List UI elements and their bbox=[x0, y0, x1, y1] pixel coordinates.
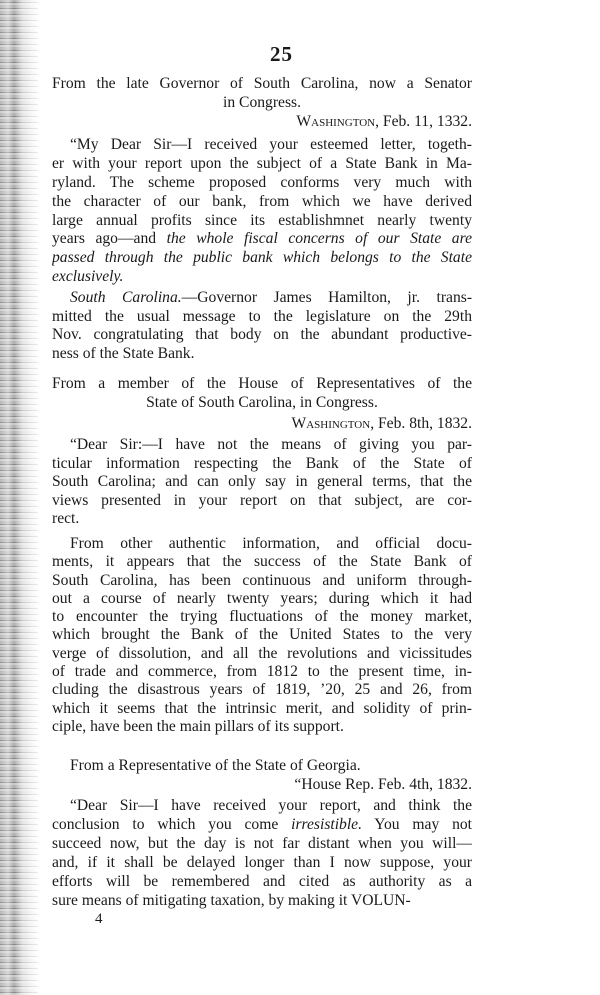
text-segment: ciple, have been the main pillars of its support. bbox=[52, 717, 344, 735]
paragraph-block bbox=[52, 535, 472, 736]
text-line bbox=[52, 492, 472, 511]
heading-block bbox=[52, 75, 472, 112]
text-segment: sure means of mitigating taxation, by making it VOLUN- bbox=[52, 892, 411, 910]
text-line bbox=[52, 193, 472, 212]
text-line bbox=[52, 249, 472, 268]
text-line bbox=[52, 473, 472, 492]
text-line bbox=[52, 645, 472, 663]
text-segment: years ago—and bbox=[52, 230, 167, 248]
text-line bbox=[52, 626, 472, 644]
text-line bbox=[52, 718, 472, 736]
paragraph-block bbox=[52, 436, 472, 529]
text-segment: Nov. congratulating that body on the abundant productive- bbox=[52, 326, 472, 344]
text-segment: “Dear Sir:—I have not the means of giving you par- bbox=[70, 436, 472, 453]
text-segment: mitted the usual message to the legislature on the 29th bbox=[52, 307, 472, 325]
text-line bbox=[52, 700, 472, 718]
text-line bbox=[52, 113, 472, 132]
text-segment: South Carolina, has been continuous and uniform through- bbox=[52, 571, 472, 589]
text-segment: ryland. The scheme proposed conforms very much with bbox=[52, 173, 472, 191]
text-segment: ticular information respecting the Bank of the State of bbox=[52, 454, 472, 472]
text-segment: South Carolina; and can only say in general terms, that the bbox=[52, 473, 472, 491]
text-segment: verge of dissolution, and all the revolutions and vicissitudes bbox=[52, 644, 472, 662]
text-segment: and, if it shall be delayed longer than I now suppose, your bbox=[52, 854, 472, 872]
text-segment: , Feb. 8th, 1832. bbox=[370, 415, 472, 432]
text-segment: “House Rep. Feb. 4th, 1832. bbox=[294, 776, 472, 793]
text-line bbox=[52, 455, 472, 474]
text-segment: ness of the State Bank. bbox=[52, 344, 195, 362]
text-line bbox=[52, 75, 472, 94]
text-line bbox=[52, 776, 472, 795]
text-line bbox=[52, 891, 472, 910]
italic-text: South Carolina. bbox=[70, 289, 182, 306]
heading-block bbox=[52, 375, 472, 413]
italic-text: irresistible. bbox=[291, 816, 363, 834]
text-segment: out a course of nearly twenty years; during which it had bbox=[52, 589, 472, 607]
italic-text: exclusively. bbox=[52, 268, 124, 286]
text-segment: in Congress. bbox=[223, 93, 301, 111]
text-segment: From other authentic information, and official docu- bbox=[70, 535, 472, 552]
text-segment: From a member of the House of Representatives of the bbox=[52, 375, 472, 392]
page-number: 25 bbox=[270, 42, 293, 66]
text-line bbox=[52, 510, 472, 529]
text-line bbox=[52, 375, 472, 394]
text-line bbox=[52, 853, 472, 872]
text-segment: the character of our bank, from which we have derived bbox=[52, 192, 472, 210]
text-segment: rect. bbox=[52, 510, 80, 528]
text-line bbox=[52, 796, 472, 815]
text-segment: , Feb. 11, 1332. bbox=[375, 113, 472, 130]
text-segment: which it seems that the intrinsic merit, and solidity of prin- bbox=[52, 699, 472, 717]
text-segment: conclusion to which you come bbox=[52, 816, 292, 834]
text-segment: From the late Governor of South Carolina, now a Senator bbox=[52, 75, 472, 92]
text-segment: ments, it appears that the success of the State Bank of bbox=[52, 553, 472, 571]
text-line bbox=[52, 535, 472, 553]
text-segment: of trade and commerce, from 1812 to the present time, in- bbox=[52, 663, 472, 681]
text-segment: Washington bbox=[291, 415, 371, 432]
text-segment: to encounter the trying fluctuations of the money market, bbox=[52, 608, 472, 626]
text-segment: State of South Carolina, in Congress. bbox=[146, 393, 378, 411]
text-line bbox=[52, 212, 472, 231]
text-segment: er with your report upon the subject of a State Bank in Ma- bbox=[52, 154, 472, 172]
dateline-block bbox=[52, 415, 472, 434]
text-line bbox=[52, 345, 472, 364]
text-segment: You may not bbox=[362, 816, 472, 834]
text-line bbox=[52, 815, 472, 834]
text-segment: views presented in your report on that subject, are cor- bbox=[52, 491, 472, 509]
dateline-block bbox=[52, 776, 472, 795]
text-segment: which brought the Bank of the United States to the very bbox=[52, 626, 472, 644]
text-line bbox=[52, 136, 472, 155]
dateline-block bbox=[52, 113, 472, 132]
italic-text: the whole fiscal concerns of our State are bbox=[166, 230, 472, 248]
text-line bbox=[52, 415, 472, 434]
text-segment: From a Representative of the State of Georgia. bbox=[70, 757, 361, 774]
heading-block bbox=[70, 757, 470, 776]
paragraph-block bbox=[52, 796, 472, 911]
paragraph-block bbox=[52, 136, 472, 287]
text-line bbox=[52, 268, 472, 287]
text-segment: “Dear Sir—I have received your report, and think the bbox=[70, 797, 472, 814]
text-segment: efforts will be remembered and cited as authority as a bbox=[52, 873, 472, 891]
book-binding-edge bbox=[0, 0, 38, 995]
text-line bbox=[52, 308, 472, 327]
text-line bbox=[52, 834, 472, 853]
text-segment: Washington bbox=[296, 113, 376, 130]
paragraph-block bbox=[52, 289, 472, 363]
text-line bbox=[52, 326, 472, 345]
text-line bbox=[52, 663, 472, 681]
italic-text: passed through the public bank which belongs to the State bbox=[52, 249, 472, 267]
text-segment: large annual profits since its establishmnet nearly twenty bbox=[52, 211, 472, 229]
text-line bbox=[52, 590, 472, 608]
text-line bbox=[52, 553, 472, 571]
text-line bbox=[70, 757, 470, 776]
text-line bbox=[52, 94, 472, 113]
text-line bbox=[52, 572, 472, 590]
text-line bbox=[52, 681, 472, 699]
text-line bbox=[52, 230, 472, 249]
text-segment: —Governor James Hamilton, jr. trans- bbox=[181, 289, 472, 306]
text-segment: “My Dear Sir—I received your esteemed letter, togeth- bbox=[70, 136, 472, 153]
text-line bbox=[52, 174, 472, 193]
text-line bbox=[52, 394, 472, 413]
text-segment: cluding the disastrous years of 1819, ’20, 25 and 26, from bbox=[52, 681, 472, 699]
text-line bbox=[52, 155, 472, 174]
text-line bbox=[52, 872, 472, 891]
text-line bbox=[52, 436, 472, 455]
text-line bbox=[52, 289, 472, 308]
text-line bbox=[52, 608, 472, 626]
signature-mark: 4 bbox=[95, 911, 103, 927]
text-segment: succeed now, but the day is not far distant when you will— bbox=[52, 835, 472, 853]
